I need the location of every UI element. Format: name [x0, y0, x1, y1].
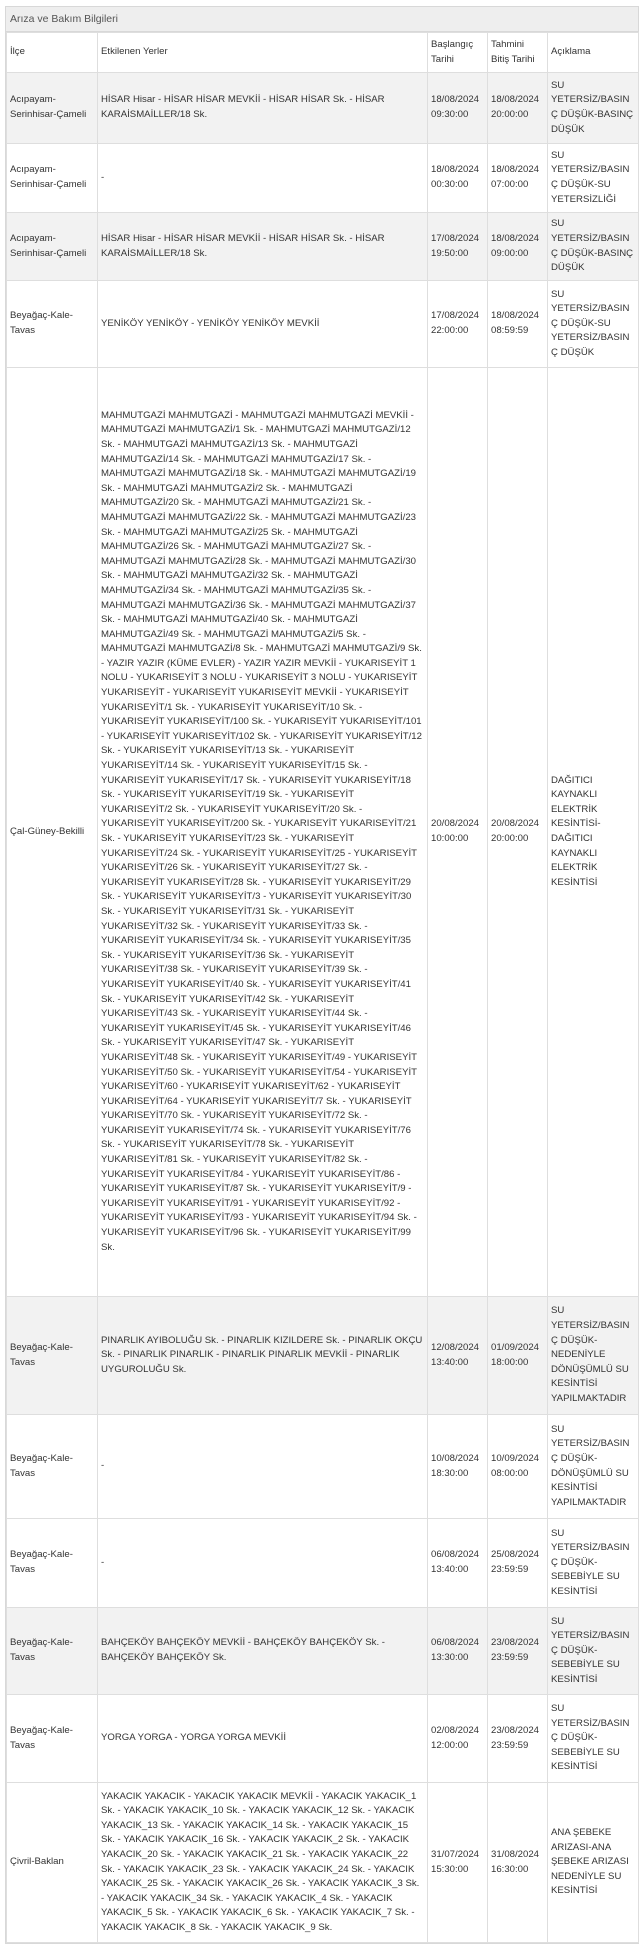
- cell-description: DAĞITICI KAYNAKLI ELEKTRİK KESİNTİSİ-DAĞITICI KAYNAKLI ELEKTRİK KESİNTİSİ: [548, 368, 639, 1297]
- cell-locations: YORGA YORGA - YORGA YORGA MEVKİİ: [98, 1695, 428, 1783]
- cell-description: SU YETERSİZ/BASINÇ DÜŞÜK-SU YETERSİZLİĞİ: [548, 144, 639, 213]
- cell-description: SU YETERSİZ/BASINÇ DÜŞÜK-DÖNÜŞÜMLÜ SU KESİNTİSİ YAPILMAKTADIR: [548, 1415, 639, 1519]
- cell-end-date: 18/08/2024 08:59:59: [488, 281, 548, 368]
- cell-end-date: 23/08/2024 23:59:59: [488, 1608, 548, 1695]
- header-locations: Etkilenen Yerler: [98, 33, 428, 73]
- cell-locations: BAHÇEKÖY BAHÇEKÖY MEVKİİ - BAHÇEKÖY BAHÇEKÖY Sk. - BAHÇEKÖY BAHÇEKÖY Sk.: [98, 1608, 428, 1695]
- cell-start-date: 18/08/2024 00:30:00: [428, 144, 488, 213]
- cell-description: SU YETERSİZ/BASINÇ DÜŞÜK-SU YETERSİZ/BASINÇ DÜŞÜK: [548, 281, 639, 368]
- cell-description: SU YETERSİZ/BASINÇ DÜŞÜK-SEBEBİYLE SU KESİNTİSİ: [548, 1695, 639, 1783]
- table-row: [7, 1297, 639, 1415]
- table-row: [7, 368, 639, 1297]
- cell-district: Beyağaç-Kale-Tavas: [7, 1695, 98, 1783]
- cell-end-date: 01/09/2024 18:00:00: [488, 1297, 548, 1415]
- cell-district: Beyağaç-Kale-Tavas: [7, 1519, 98, 1608]
- table-row: [7, 281, 639, 368]
- table-row: [7, 1783, 639, 1943]
- table-header-row: [7, 33, 639, 73]
- cell-description: SU YETERSİZ/BASINÇ DÜŞÜK-SEBEBİYLE SU KESİNTİSİ: [548, 1608, 639, 1695]
- header-district: İlçe: [7, 33, 98, 73]
- table-row: [7, 1695, 639, 1783]
- cell-end-date: 10/09/2024 08:00:00: [488, 1415, 548, 1519]
- cell-end-date: 20/08/2024 20:00:00: [488, 368, 548, 1297]
- cell-locations: YENİKÖY YENİKÖY - YENİKÖY YENİKÖY MEVKİİ: [98, 281, 428, 368]
- cell-start-date: 02/08/2024 12:00:00: [428, 1695, 488, 1783]
- cell-description: SU YETERSİZ/BASINÇ DÜŞÜK-SEBEBİYLE SU KESİNTİSİ: [548, 1519, 639, 1608]
- cell-district: Beyağaç-Kale-Tavas: [7, 1415, 98, 1519]
- header-start-date: Başlangıç Tarihi: [428, 33, 488, 73]
- cell-start-date: 17/08/2024 22:00:00: [428, 281, 488, 368]
- table-row: [7, 1519, 639, 1608]
- cell-district: Beyağaç-Kale-Tavas: [7, 281, 98, 368]
- cell-start-date: 31/07/2024 15:30:00: [428, 1783, 488, 1943]
- panel-title: Arıza ve Bakım Bilgileri: [6, 7, 638, 32]
- table-row: [7, 1608, 639, 1695]
- cell-district: Beyağaç-Kale-Tavas: [7, 1608, 98, 1695]
- table-row: [7, 73, 639, 144]
- cell-start-date: 06/08/2024 13:40:00: [428, 1519, 488, 1608]
- cell-district: Beyağaç-Kale-Tavas: [7, 1297, 98, 1415]
- cell-locations: -: [98, 144, 428, 213]
- cell-end-date: 25/08/2024 23:59:59: [488, 1519, 548, 1608]
- cell-description: SU YETERSİZ/BASINÇ DÜŞÜK-BASINÇ DÜŞÜK: [548, 73, 639, 144]
- cell-start-date: 10/08/2024 18:30:00: [428, 1415, 488, 1519]
- cell-locations: YAKACIK YAKACIK - YAKACIK YAKACIK MEVKİİ - YAKACIK YAKACIK_1 Sk. - YAKACIK YAKACIK_10 Sk. - YAKACIK YAKACIK_12 Sk. - YAKACIK YAKACIK_13 Sk. - YAKACIK YAKACIK_14 Sk. - YAKACIK YAKACIK_15 Sk. - YAKACIK YAKACIK_16 Sk. - YAKACIK YAKACIK_2 Sk. - YAKACIK YAKACIK_20 Sk. - YAKACIK YAKACIK_21 Sk. - YAKACIK YAKACIK_22 Sk. - YAKACIK YAKACIK_23 Sk. - YAKACIK YAKACIK_24 Sk. - YAKACIK YAKACIK_25 Sk. - YAKACIK YAKACIK_26 Sk. - YAKACIK YAKACIK_3 Sk. - YAKACIK YAKACIK_34 Sk. - YAKACIK YAKACIK_4 Sk. - YAKACIK YAKACIK_5 Sk. - YAKACIK YAKACIK_6 Sk. - YAKACIK YAKACIK_7 Sk. - YAKACIK YAKACIK_8 Sk. - YAKACIK YAKACIK_9 Sk.: [98, 1783, 428, 1943]
- outage-panel: [5, 6, 639, 1944]
- header-description: Açıklama: [548, 33, 639, 73]
- cell-start-date: 17/08/2024 19:50:00: [428, 213, 488, 281]
- cell-district: Çal-Güney-Bekilli: [7, 368, 98, 1297]
- cell-start-date: 20/08/2024 10:00:00: [428, 368, 488, 1297]
- cell-district: Acıpayam-Serinhisar-Çameli: [7, 73, 98, 144]
- table-row: [7, 213, 639, 281]
- cell-locations: MAHMUTGAZİ MAHMUTGAZİ - MAHMUTGAZİ MAHMUTGAZİ MEVKİİ - MAHMUTGAZİ MAHMUTGAZİ/1 Sk. - MAHMUTGAZİ MAHMUTGAZİ/12 Sk. - MAHMUTGAZİ MAHMUTGAZİ/13 Sk. - MAHMUTGAZİ MAHMUTGAZİ/14 Sk. - MAHMUTGAZİ MAHMUTGAZİ/17 Sk. - MAHMUTGAZİ MAHMUTGAZİ/18 Sk. - MAHMUTGAZİ MAHMUTGAZİ/19 Sk. - MAHMUTGAZİ MAHMUTGAZİ/2 Sk. - MAHMUTGAZİ MAHMUTGAZİ/20 Sk. - MAHMUTGAZİ MAHMUTGAZİ/21 Sk. - MAHMUTGAZİ MAHMUTGAZİ/22 Sk. - MAHMUTGAZİ MAHMUTGAZİ/23 Sk. - MAHMUTGAZİ MAHMUTGAZİ/25 Sk. - MAHMUTGAZİ MAHMUTGAZİ/26 Sk. - MAHMUTGAZİ MAHMUTGAZİ/27 Sk. - MAHMUTGAZİ MAHMUTGAZİ/28 Sk. - MAHMUTGAZİ MAHMUTGAZİ/30 Sk. - MAHMUTGAZİ MAHMUTGAZİ/32 Sk. - MAHMUTGAZİ MAHMUTGAZİ/34 Sk. - MAHMUTGAZİ MAHMUTGAZİ/35 Sk. - MAHMUTGAZİ MAHMUTGAZİ/36 Sk. - MAHMUTGAZİ MAHMUTGAZİ/37 Sk. - MAHMUTGAZİ MAHMUTGAZİ/40 Sk. - MAHMUTGAZİ MAHMUTGAZİ/49 Sk. - MAHMUTGAZİ MAHMUTGAZİ/5 Sk. - MAHMUTGAZİ MAHMUTGAZİ/8 Sk. - MAHMUTGAZİ MAHMUTGAZİ/9 Sk. - YAZIR YAZIR (KÜME EVLER) - YAZIR YAZIR MEVKİİ - YUKARISEYİT 1 NOLU - YUKARISEYİT 3 NOLU - YUKARISEYİT 3 NOLU - YUKARISEYİT YUKARISEYİT - YUKARISEYİT YUKARISEYİT MEVKİİ - YUKARISEYİT YUKARISEYİT/1 Sk. - YUKARISEYİT YUKARISEYİT/10 Sk. - YUKARISEYİT YUKARISEYİT/100 Sk. - YUKARISEYİT YUKARISEYİT/101 - YUKARISEYİT YUKARISEYİT/102 Sk. - YUKARISEYİT YUKARISEYİT/12 Sk. - YUKARISEYİT YUKARISEYİT/13 Sk. - YUKARISEYİT YUKARISEYİT/14 Sk. - YUKARISEYİT YUKARISEYİT/15 Sk. - YUKARISEYİT YUKARISEYİT/17 Sk. - YUKARISEYİT YUKARISEYİT/18 Sk. - YUKARISEYİT YUKARISEYİT/19 Sk. - YUKARISEYİT YUKARISEYİT/2 Sk. - YUKARISEYİT YUKARISEYİT/20 Sk. - YUKARISEYİT YUKARISEYİT/200 Sk. - YUKARISEYİT YUKARISEYİT/21 Sk. - YUKARISEYİT YUKARISEYİT/23 Sk. - YUKARISEYİT YUKARISEYİT/24 Sk. - YUKARISEYİT YUKARISEYİT/25 - YUKARISEYİT YUKARISEYİT/26 Sk. - YUKARISEYİT YUKARISEYİT/27 Sk. - YUKARISEYİT YUKARISEYİT/28 Sk. - YUKARISEYİT YUKARISEYİT/29 Sk. - YUKARISEYİT YUKARISEYİT/3 - YUKARISEYİT YUKARISEYİT/30 Sk. - YUKARISEYİT YUKARISEYİT/31 Sk. - YUKARISEYİT YUKARISEYİT/32 Sk. - YUKARISEYİT YUKARISEYİT/33 Sk. - YUKARISEYİT YUKARISEYİT/34 Sk. - YUKARISEYİT YUKARISEYİT/35 Sk. - YUKARISEYİT YUKARISEYİT/36 Sk. - YUKARISEYİT YUKARISEYİT/38 Sk. - YUKARISEYİT YUKARISEYİT/39 Sk. - YUKARISEYİT YUKARISEYİT/40 Sk. - YUKARISEYİT YUKARISEYİT/41 Sk. - YUKARISEYİT YUKARISEYİT/42 Sk. - YUKARISEYİT YUKARISEYİT/43 Sk. - YUKARISEYİT YUKARISEYİT/44 Sk. - YUKARISEYİT YUKARISEYİT/45 Sk. - YUKARISEYİT YUKARISEYİT/46 Sk. - YUKARISEYİT YUKARISEYİT/47 Sk. - YUKARISEYİT YUKARISEYİT/48 Sk. - YUKARISEYİT YUKARISEYİT/49 - YUKARISEYİT YUKARISEYİT/50 Sk. - YUKARISEYİT YUKARISEYİT/54 - YUKARISEYİT YUKARISEYİT/60 - YUKARISEYİT YUKARISEYİT/62 - YUKARISEYİT YUKARISEYİT/64 - YUKARISEYİT YUKARISEYİT/7 Sk. - YUKARISEYİT YUKARISEYİT/70 Sk. - YUKARISEYİT YUKARISEYİT/72 Sk. - YUKARISEYİT YUKARISEYİT/74 Sk. - YUKARISEYİT YUKARISEYİT/76 Sk. - YUKARISEYİT YUKARISEYİT/78 Sk. - YUKARISEYİT YUKARISEYİT/81 Sk. - YUKARISEYİT YUKARISEYİT/82 Sk. - YUKARISEYİT YUKARISEYİT/84 - YUKARISEYİT YUKARISEYİT/86 - YUKARISEYİT YUKARISEYİT/87 Sk. - YUKARISEYİT YUKARISEYİT/9 - YUKARISEYİT YUKARISEYİT/91 - YUKARISEYİT YUKARISEYİT/92 - YUKARISEYİT YUKARISEYİT/93 - YUKARISEYİT YUKARISEYİT/94 Sk. - YUKARISEYİT YUKARISEYİT/96 Sk. - YUKARISEYİT YUKARISEYİT/99 Sk.: [98, 368, 428, 1297]
- header-end-date: Tahmini Bitiş Tarihi: [488, 33, 548, 73]
- cell-start-date: 06/08/2024 13:30:00: [428, 1608, 488, 1695]
- cell-district: Acıpayam-Serinhisar-Çameli: [7, 213, 98, 281]
- outage-table: [6, 32, 639, 1943]
- cell-district: Acıpayam-Serinhisar-Çameli: [7, 144, 98, 213]
- cell-start-date: 12/08/2024 13:40:00: [428, 1297, 488, 1415]
- cell-start-date: 18/08/2024 09:30:00: [428, 73, 488, 144]
- cell-description: SU YETERSİZ/BASINÇ DÜŞÜK-BASINÇ DÜŞÜK: [548, 213, 639, 281]
- cell-description: SU YETERSİZ/BASINÇ DÜŞÜK-NEDENİYLE DÖNÜŞÜMLÜ SU KESİNTİSİ YAPILMAKTADIR: [548, 1297, 639, 1415]
- cell-end-date: 18/08/2024 09:00:00: [488, 213, 548, 281]
- cell-locations: HİSAR Hisar - HİSAR HİSAR MEVKİİ - HİSAR HİSAR Sk. - HİSAR KARAİSMAİLLER/18 Sk.: [98, 213, 428, 281]
- cell-locations: -: [98, 1519, 428, 1608]
- cell-end-date: 31/08/2024 16:30:00: [488, 1783, 548, 1943]
- cell-locations: -: [98, 1415, 428, 1519]
- cell-locations: HİSAR Hisar - HİSAR HİSAR MEVKİİ - HİSAR HİSAR Sk. - HİSAR KARAİSMAİLLER/18 Sk.: [98, 73, 428, 144]
- cell-end-date: 18/08/2024 20:00:00: [488, 73, 548, 144]
- table-row: [7, 144, 639, 213]
- cell-description: ANA ŞEBEKE ARIZASI-ANA ŞEBEKE ARIZASI NEDENİYLE SU KESİNTİSİ: [548, 1783, 639, 1943]
- table-row: [7, 1415, 639, 1519]
- cell-end-date: 23/08/2024 23:59:59: [488, 1695, 548, 1783]
- cell-end-date: 18/08/2024 07:00:00: [488, 144, 548, 213]
- cell-district: Çivril-Baklan: [7, 1783, 98, 1943]
- cell-locations: PINARLIK AYIBOLUĞU Sk. - PINARLIK KIZILDERE Sk. - PINARLIK OKÇU Sk. - PINARLIK PINARLIK - PINARLIK PINARLIK MEVKİİ - PINARLIK UYGUROLUĞU Sk.: [98, 1297, 428, 1415]
